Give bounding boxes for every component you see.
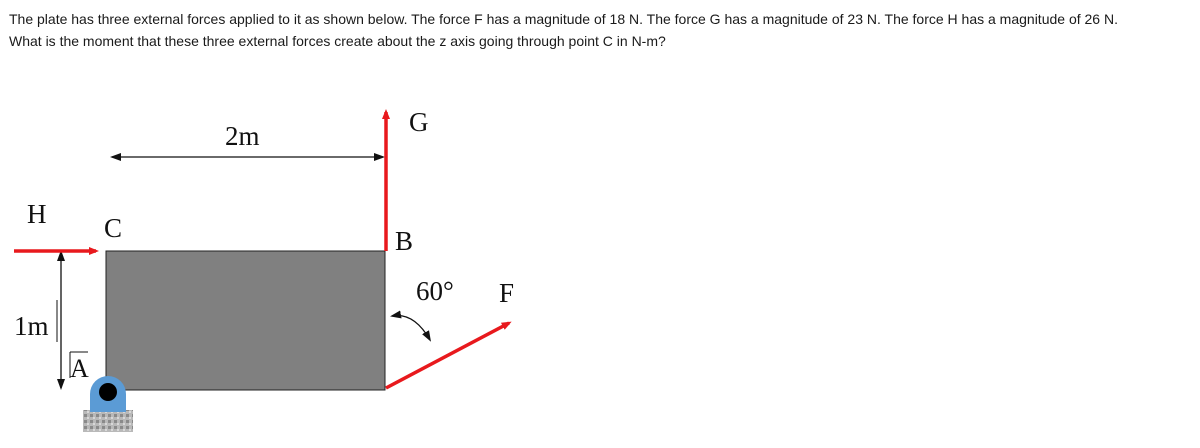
dimension-2m-label: 2m: [225, 121, 260, 151]
point-b-label: B: [395, 226, 414, 256]
force-f-arrow: [386, 323, 509, 388]
angle-label: 60°: [416, 276, 454, 306]
problem-text: The plate has three external forces applied to it as shown below. The force F has a magnitude of 18 N. The force G has a magnitude of 23 N. The force H has a magnitude of 26 N.: [9, 11, 1118, 27]
angle-arc: [392, 316, 430, 341]
point-c-label: C: [104, 213, 123, 243]
dimension-1m-label: 1m: [14, 311, 49, 341]
question-text: What is the moment that these three external forces create about the z axis going through point C in N-m?: [9, 33, 666, 49]
force-f-label: F: [499, 278, 515, 308]
force-g-label: G: [409, 107, 429, 137]
plate: [106, 251, 385, 390]
pin-joint: [99, 383, 117, 401]
point-a-label: A: [70, 354, 89, 383]
force-h-label: H: [27, 199, 47, 229]
